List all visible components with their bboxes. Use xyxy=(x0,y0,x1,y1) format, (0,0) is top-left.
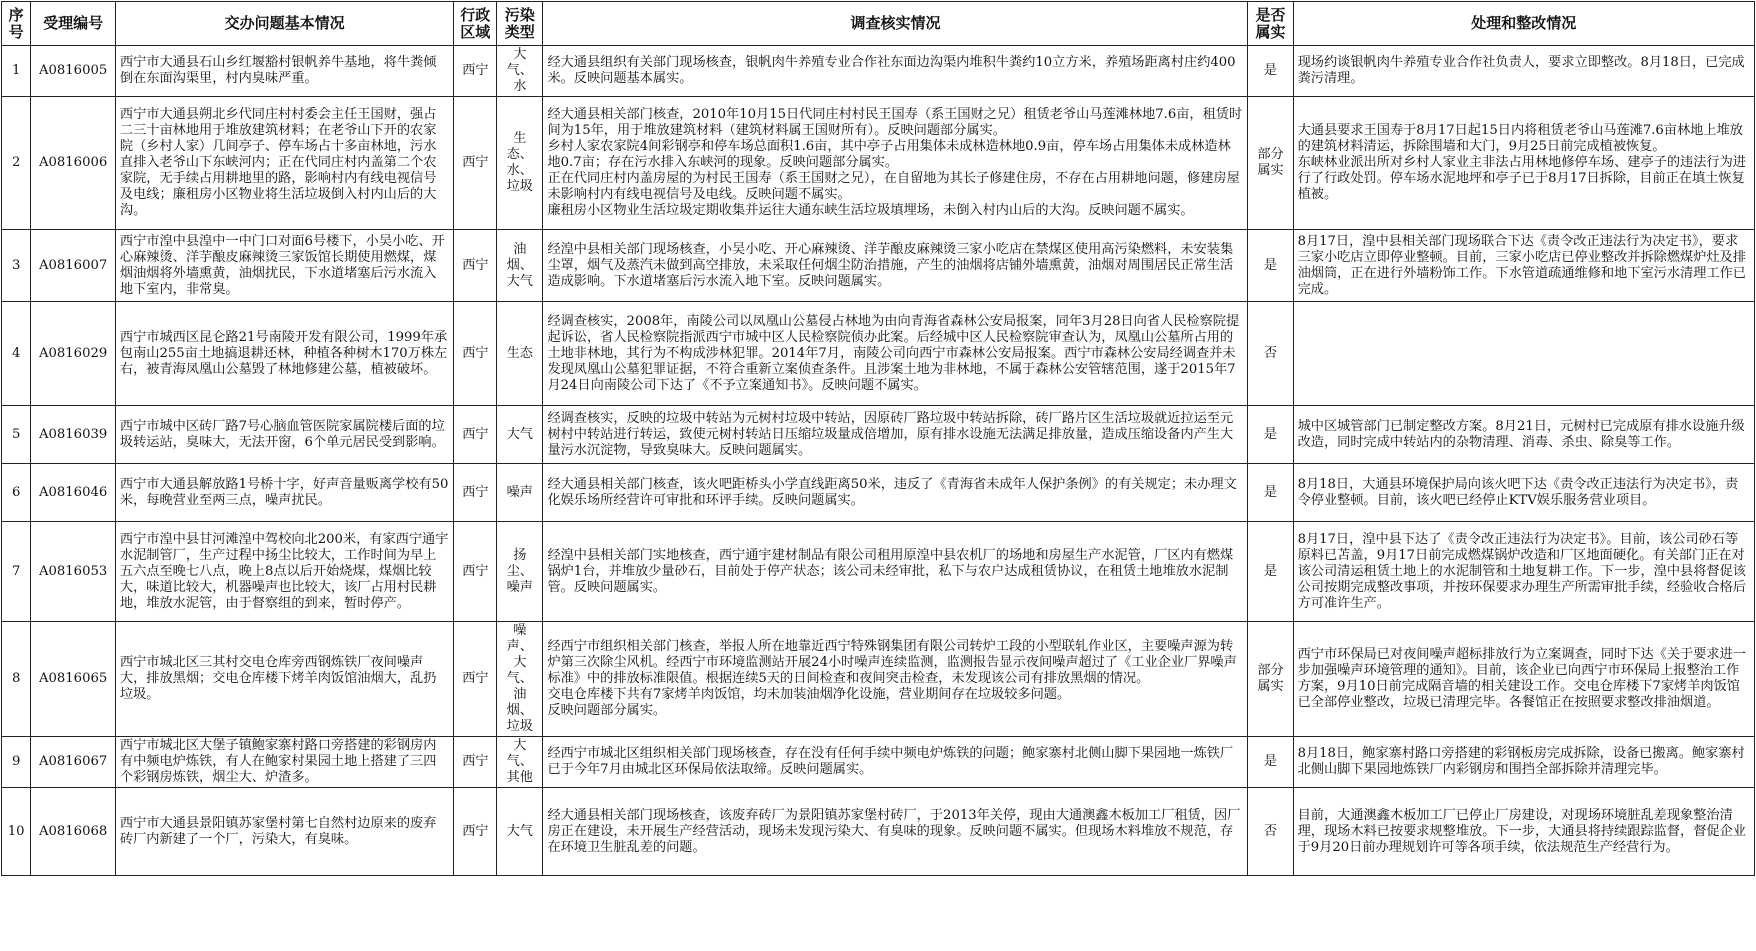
cell-pollution: 油烟、大气 xyxy=(497,230,543,302)
cell-id: A0816065 xyxy=(31,622,116,737)
cell-id: A0816029 xyxy=(31,302,116,406)
cell-problem: 西宁市湟中县甘河滩湟中驾校向北200米，有家西宁通宇水泥制管厂，生产过程中扬尘比较大，工作时间为早上五六点至晚七八点，晚上8点以后开始烧煤，煤烟比较大，味道比较大，机器噪声也比较大，该厂占用村民耕地，堆放水泥管，由于督察组的到来，暂时停产。 xyxy=(115,522,453,622)
header-id: 受理编号 xyxy=(31,2,116,46)
report-table-container xyxy=(1,1,1755,876)
table-row xyxy=(2,46,1755,97)
cell-verified: 是 xyxy=(1248,406,1293,464)
cell-id: A0816039 xyxy=(31,406,116,464)
cell-seq: 10 xyxy=(2,788,31,876)
cell-region: 西宁 xyxy=(454,464,497,522)
cell-region: 西宁 xyxy=(454,302,497,406)
header-handling: 处理和整改情况 xyxy=(1293,2,1754,46)
cell-verified: 否 xyxy=(1248,302,1293,406)
header-verified: 是否属实 xyxy=(1248,2,1293,46)
cell-handling: 现场约谈银帆肉牛养殖专业合作社负责人，要求立即整改。8月18日，已完成粪污清理。 xyxy=(1293,46,1754,97)
cell-pollution: 大气 xyxy=(497,406,543,464)
cell-seq: 2 xyxy=(2,97,31,230)
cell-seq: 9 xyxy=(2,737,31,788)
cell-verified: 是 xyxy=(1248,522,1293,622)
table-row xyxy=(2,788,1755,876)
cell-verified: 否 xyxy=(1248,788,1293,876)
cell-investigation: 经湟中县相关部门实地核查，西宁通宇建材制品有限公司租用原湟中县农机厂的场地和房屋生产水泥管，厂区内有燃煤锅炉1台，并堆放少量砂石，目前处于停产状态；该公司未经审批，私下与农户达成租赁协议，在租赁土地堆放水泥制管。反映问题属实。 xyxy=(543,522,1248,622)
cell-problem: 西宁市湟中县湟中一中门口对面6号楼下，小吴小吃、开心麻辣烫、洋芋酿皮麻辣烫三家饭馆长期使用燃煤，煤烟油烟将外墙熏黄，油烟扰民，下水道堵塞后污水流入地下室内，非常臭。 xyxy=(115,230,453,302)
cell-investigation: 经湟中县相关部门现场核查，小吴小吃、开心麻辣烫、洋芋酿皮麻辣烫三家小吃店在禁煤区使用高污染燃料，未安装集尘罩，烟气及蒸汽未做到高空排放，未采取任何烟尘防治措施，产生的油烟将店铺外墙熏黄，油烟对周围居民正常生活造成影响。下水道堵塞后污水流入地下室。反映问题属实。 xyxy=(543,230,1248,302)
report-table xyxy=(1,1,1755,876)
cell-handling: 大通县要求王国寿于8月17日起15日内将租赁老爷山马莲滩7.6亩林地上堆放的建筑材料清运，拆除围墙和大门，9月25日前完成植被恢复。 东峡林业派出所对乡村人家业主非法占用林地修停车场、建亭子的违法行为进行了行政处罚。停车场水泥地坪和亭子已于8月17日拆除，目前正在填土恢复植被。 xyxy=(1293,97,1754,230)
cell-id: A0816068 xyxy=(31,788,116,876)
cell-pollution: 大气 xyxy=(497,788,543,876)
cell-verified: 是 xyxy=(1248,464,1293,522)
cell-verified: 是 xyxy=(1248,230,1293,302)
cell-problem: 西宁市大通县解放路1号桥十字，好声音量贩离学校有50米，每晚营业至两三点，噪声扰民。 xyxy=(115,464,453,522)
table-row xyxy=(2,622,1755,737)
cell-handling: 8月18日，大通县环境保护局向该火吧下达《责令改正违法行为决定书》，责令停业整顿。目前，该火吧已经停止KTV娱乐服务营业项目。 xyxy=(1293,464,1754,522)
table-body xyxy=(2,46,1755,876)
cell-investigation: 经大通县相关部门核查，2010年10月15日代同庄村村民王国寿（系王国财之兄）租赁老爷山马莲滩林地7.6亩，租赁时间为15年，用于堆放建筑材料（建筑材料属王国财所有）。反映问题部分属实。 乡村人家农家院4间彩钢亭和停车场总面积1.6亩，其中亭子占用集体未成林造林地0.9亩，停车场占用集体未成林造林地0.7亩；存在污水排入东峡河的现象。反映问题部分属实。 正在代同庄村内盖房屋的为村民王国寿（系王国财之兄），在自留地为其长子修建住房，不存在占用耕地问题，修建房屋未影响村内有线电视信号及电线。反映问题不属实。 廉租房小区物业生活垃圾定期收集并运往大通东峡生活垃圾填埋场，未倒入村内山后的大沟。反映问题不属实。 xyxy=(543,97,1248,230)
cell-pollution: 大气、水 xyxy=(497,46,543,97)
cell-seq: 6 xyxy=(2,464,31,522)
table-row xyxy=(2,464,1755,522)
cell-problem: 西宁市大通县朔北乡代同庄村村委会主任王国财，强占二三十亩林地用于堆放建筑材料；在老爷山下开的农家院（乡村人家）几间亭子、停车场占十多亩林地，污水直排入老爷山下东峡河内；正在代同庄村内盖第二个农家院，无手续占用耕地里的路，影响村内有线电视信号及电线；廉租房小区物业将生活垃圾倒入村内山后的大沟。 xyxy=(115,97,453,230)
cell-pollution: 扬尘、噪声 xyxy=(497,522,543,622)
cell-handling: 目前，大通澳鑫木板加工厂已停止厂房建设，对现场环境脏乱差现象整治清理，现场木料已按要求规整堆放。下一步，大通县将持续跟踪监督，督促企业于9月20日前办理规划许可等各项手续，依法规范生产经营行为。 xyxy=(1293,788,1754,876)
cell-problem: 西宁市大通县石山乡红堰豁村银帆养牛基地，将牛粪倾倒在东面沟渠里，村内臭味严重。 xyxy=(115,46,453,97)
table-row xyxy=(2,406,1755,464)
cell-id: A0816006 xyxy=(31,97,116,230)
cell-problem: 西宁市大通县景阳镇苏家堡村第七自然村边原来的废弃砖厂内新建了一个厂，污染大，有臭味。 xyxy=(115,788,453,876)
cell-id: A0816007 xyxy=(31,230,116,302)
cell-seq: 1 xyxy=(2,46,31,97)
cell-seq: 7 xyxy=(2,522,31,622)
cell-handling: 8月18日，鲍家寨村路口旁搭建的彩钢板房完成拆除，设备已搬离。鲍家寨村北侧山脚下果园地炼铁厂内彩钢房和围挡全部拆除并清理完毕。 xyxy=(1293,737,1754,788)
cell-region: 西宁 xyxy=(454,788,497,876)
cell-region: 西宁 xyxy=(454,230,497,302)
cell-pollution: 生态 xyxy=(497,302,543,406)
cell-region: 西宁 xyxy=(454,737,497,788)
table-row xyxy=(2,230,1755,302)
table-row xyxy=(2,737,1755,788)
cell-investigation: 经大通县相关部门核查，该火吧距桥头小学直线距离50米，违反了《青海省未成年人保护条例》的有关规定；未办理文化娱乐场所经营许可审批和环评手续。反映问题属实。 xyxy=(543,464,1248,522)
header-region: 行政区域 xyxy=(454,2,497,46)
cell-region: 西宁 xyxy=(454,622,497,737)
header-row xyxy=(2,2,1755,46)
cell-pollution: 大气、其他 xyxy=(497,737,543,788)
cell-seq: 4 xyxy=(2,302,31,406)
cell-investigation: 经大通县组织有关部门现场核查，银帆肉牛养殖专业合作社东面边沟渠内堆积牛粪约10立方米，养殖场距离村庄约400米。反映问题基本属实。 xyxy=(543,46,1248,97)
cell-handling: 西宁市环保局已对夜间噪声超标排放行为立案调查，同时下达《关于要求进一步加强噪声环境管理的通知》。目前，该企业已向西宁市环保局上报整治工作方案，9月10日前完成隔音墙的相关建设工作。交电仓库楼下7家烤羊肉饭馆已全部停业整改，垃圾已清理完毕。各餐馆正在按照要求整改排油烟道。 xyxy=(1293,622,1754,737)
cell-region: 西宁 xyxy=(454,522,497,622)
cell-region: 西宁 xyxy=(454,46,497,97)
cell-pollution: 生态、水、垃圾 xyxy=(497,97,543,230)
cell-investigation: 经调查核实，反映的垃圾中转站为元树村垃圾中转站，因原砖厂路垃圾中转站拆除，砖厂路片区生活垃圾就近拉运至元树村中转站进行转运，致使元树村转站日压缩垃圾量成倍增加，原有排水设施无法满足排放量，造成压缩设备内产生大量污水沉淀物，导致臭味大。反映问题属实。 xyxy=(543,406,1248,464)
cell-handling xyxy=(1293,302,1754,406)
header-seq: 序号 xyxy=(2,2,31,46)
table-row xyxy=(2,302,1755,406)
cell-problem: 西宁市城中区砖厂路7号心脑血管医院家属院楼后面的垃圾转运站，臭味大，无法开窗，6个单元居民受到影响。 xyxy=(115,406,453,464)
cell-id: A0816046 xyxy=(31,464,116,522)
cell-verified: 是 xyxy=(1248,737,1293,788)
header-problem: 交办问题基本情况 xyxy=(115,2,453,46)
cell-problem: 西宁市城北区三其村交电仓库旁西钢炼铁厂夜间噪声大，排放黑烟；交电仓库楼下烤羊肉饭馆油烟大，乱扔垃圾。 xyxy=(115,622,453,737)
header-pollution: 污染类型 xyxy=(497,2,543,46)
cell-seq: 8 xyxy=(2,622,31,737)
header-investigation: 调查核实情况 xyxy=(543,2,1248,46)
cell-id: A0816005 xyxy=(31,46,116,97)
cell-investigation: 经调查核实，2008年，南陵公司以凤凰山公墓侵占林地为由向青海省森林公安局报案，同年3月28日向省人民检察院提起诉讼，省人民检察院指派西宁市城中区人民检察院侦办此案。后经城中区人民检察院审查认为，凤凰山公墓所占用的土地非林地，其行为不构成涉林犯罪。2014年7月，南陵公司向西宁市森林公安局报案。西宁市森林公安局经调查并未发现凤凰山公墓犯罪证据，不符合重新立案侦查条件。且涉案土地为非林地，不属于森林公安管辖范围，遂于2015年7月24日向南陵公司下达了《不予立案通知书》。反映问题不属实。 xyxy=(543,302,1248,406)
cell-region: 西宁 xyxy=(454,406,497,464)
cell-investigation: 经西宁市城北区组织相关部门现场核查，存在没有任何手续中频电炉炼铁的问题；鲍家寨村北侧山脚下果园地一炼铁厂已于今年7月由城北区环保局依法取缔。反映问题属实。 xyxy=(543,737,1248,788)
cell-region: 西宁 xyxy=(454,97,497,230)
cell-pollution: 噪声 xyxy=(497,464,543,522)
cell-handling: 8月17日，湟中县相关部门现场联合下达《责令改正违法行为决定书》，要求三家小吃店立即停业整顿。目前，三家小吃店已停业整改并拆除燃煤炉灶及排油烟筒，正在进行外墙粉饰工作。下水管道疏通维修和地下室污水清理工作已完成。 xyxy=(1293,230,1754,302)
table-row xyxy=(2,522,1755,622)
cell-seq: 5 xyxy=(2,406,31,464)
cell-verified: 部分属实 xyxy=(1248,97,1293,230)
cell-id: A0816067 xyxy=(31,737,116,788)
cell-pollution: 噪声、大气、油烟、垃圾 xyxy=(497,622,543,737)
cell-id: A0816053 xyxy=(31,522,116,622)
table-row xyxy=(2,97,1755,230)
cell-seq: 3 xyxy=(2,230,31,302)
cell-verified: 部分属实 xyxy=(1248,622,1293,737)
cell-problem: 西宁市城西区昆仑路21号南陵开发有限公司，1999年承包南山255亩土地搞退耕还林，种植各种树木170万株左右，被青海凤凰山公墓毁了林地修建公墓，植被破坏。 xyxy=(115,302,453,406)
cell-investigation: 经大通县相关部门现场核查，该废弃砖厂为景阳镇苏家堡村砖厂，于2013年关停，现由大通澳鑫木板加工厂租赁，因厂房正在建设，未开展生产经营活动，现场未发现污染大、有臭味的现象。反映问题不属实。但现场木料堆放不规范，存在环境卫生脏乱差的问题。 xyxy=(543,788,1248,876)
cell-verified: 是 xyxy=(1248,46,1293,97)
cell-handling: 城中区城管部门已制定整改方案。8月21日，元树村已完成原有排水设施升级改造，同时完成中转站内的杂物清理、消毒、杀虫、除臭等工作。 xyxy=(1293,406,1754,464)
cell-handling: 8月17日，湟中县下达了《责令改正违法行为决定书》。目前，该公司砂石等原料已苫盖，9月17日前完成燃煤锅炉改造和厂区地面硬化。有关部门正在对该公司清运租赁土地上的水泥制管和土地复耕工作。下一步，湟中县将督促该公司按期完成整改事项，并按环保要求办理生产所需审批手续，经验收合格后方可准许生产。 xyxy=(1293,522,1754,622)
cell-investigation: 经西宁市组织相关部门核查，举报人所在地靠近西宁特殊钢集团有限公司转炉工段的小型联轧作业区，主要噪声源为转炉第三次除尘风机。经西宁市环境监测站开展24小时噪声连续监测，监测报告显示夜间噪声超过了《工业企业厂界噪声标准》中的排放标准限值。根据连续5天的日间检查和夜间突击检查，未发现该公司有排放黑烟的情况。 交电仓库楼下共有7家烤羊肉饭馆，均未加装油烟净化设施，营业期间存在垃圾较多问题。 反映问题部分属实。 xyxy=(543,622,1248,737)
cell-problem: 西宁市城北区大堡子镇鲍家寨村路口旁搭建的彩钢房内有中频电炉炼铁，有人在鲍家村果园土地上搭建了三四个彩钢房炼铁，烟尘大、炉渣多。 xyxy=(115,737,453,788)
